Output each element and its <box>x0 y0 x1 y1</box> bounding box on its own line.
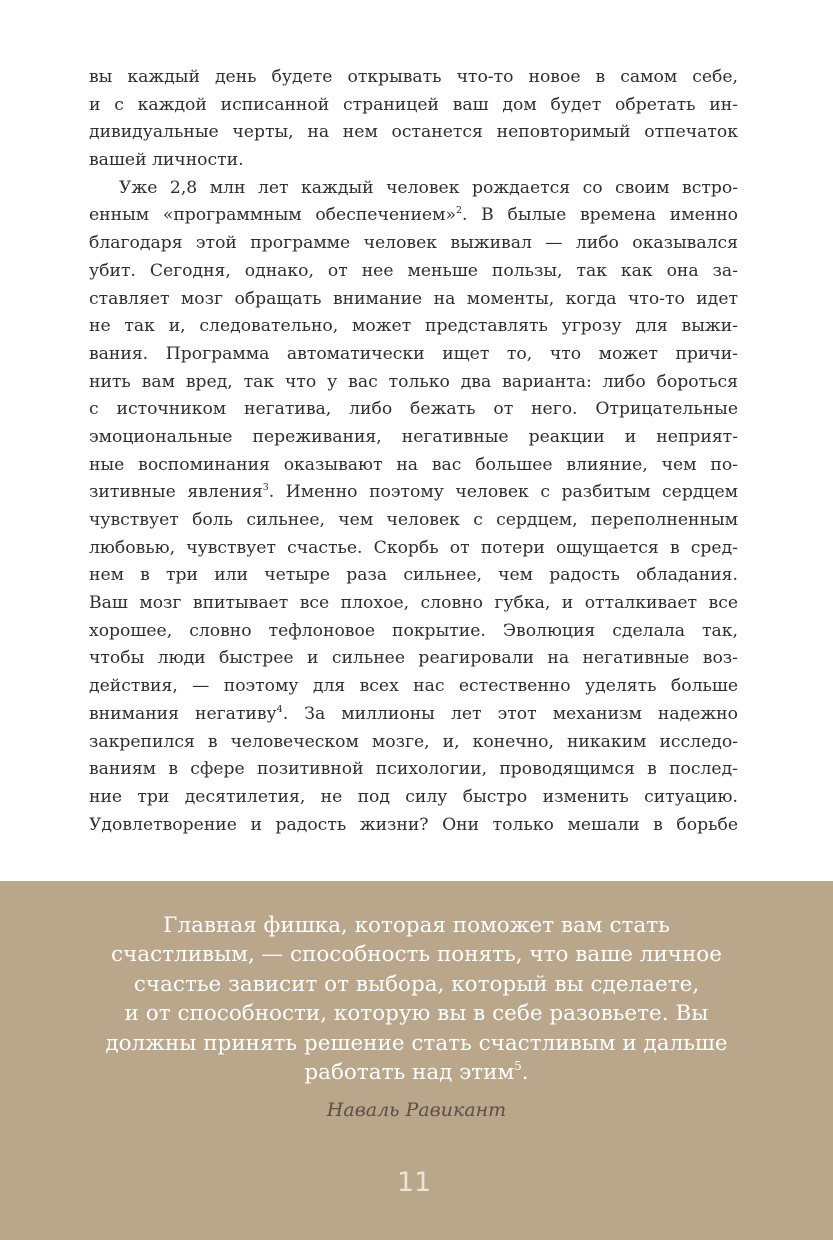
footnote-ref: 2 <box>455 205 462 217</box>
quote-block <box>0 881 833 1240</box>
quote-author: Наваль Равикант <box>326 1099 507 1121</box>
quote-line: должны принять решение стать счастливым и дальше <box>105 1030 728 1056</box>
text-line: и с каждой исписанной страницей ваш дом будет обретать ин- <box>89 94 738 115</box>
text-line: нем в три или четыре раза сильнее, чем радость обладания. <box>89 565 738 586</box>
text-line: дивидуальные черты, на нем останется неповторимый отпечаток <box>89 122 738 143</box>
text-line: не так и, следовательно, может представлять угрозу для выжи- <box>89 316 738 337</box>
quote-period: . <box>521 1060 529 1086</box>
text-line: с источником негатива, либо бежать от него. Отрицательные <box>89 399 738 420</box>
footnote-ref: 5 <box>514 1059 522 1074</box>
quote-line: счастье зависит от выбора, который вы сделаете, <box>133 971 700 997</box>
text-span: зитивные явления <box>89 482 263 503</box>
text-line: нить вам вред, так что у вас только два варианта: либо бороться <box>89 371 738 392</box>
quote-line <box>60 1058 773 1087</box>
quote-text <box>60 911 773 1087</box>
text-line: ставляет мозг обращать внимание на моменты, когда что-то идет <box>89 288 738 309</box>
text-line: вания. Программа автоматически ищет то, что может причи- <box>89 343 738 364</box>
text-line: хорошее, словно тефлоновое покрытие. Эволюция сделала так, <box>89 620 738 641</box>
text-line: эмоциональные переживания, негативные реакции и неприят- <box>89 426 738 447</box>
text-line <box>89 479 738 507</box>
text-line: ные воспоминания оказывают на вас большее влияние, чем по- <box>89 454 738 475</box>
page-number: 11 <box>396 1167 432 1198</box>
text-span: . За миллионы лет этот механизм надежно <box>282 703 738 724</box>
text-line: чтобы люди быстрее и сильнее реагировали на негативные воз- <box>89 648 738 669</box>
text-span: . В былые времена именно <box>461 205 739 226</box>
text-span: внимания негативу <box>89 703 277 724</box>
text-line: Удовлетворение и радость жизни? Они только мешали в борьбе <box>89 814 738 835</box>
quote-line: счастливым, — способность понять, что ваше личное <box>111 942 722 968</box>
text-span: енным «программным обеспечением» <box>89 205 456 226</box>
quote-line: и от способности, которую вы в себе разовьете. Вы <box>124 1001 709 1027</box>
text-line: действия, — поэтому для всех нас естественно уделять больше <box>89 676 738 697</box>
text-line: Ваш мозг впитывает все плохое, словно губка, и отталкивает все <box>89 593 738 614</box>
text-line: любовью, чувствует счастье. Скорбь от потери ощущается в сред- <box>89 537 738 558</box>
text-span: работать над этим <box>304 1060 515 1086</box>
text-line: убит. Сегодня, однако, от нее меньше пользы, так как она за- <box>89 260 738 281</box>
text-span: . Именно поэтому человек с разбитым сердцем <box>268 482 739 503</box>
paragraph-start-line: Уже 2,8 млн лет каждый человек рождается со своим встро- <box>119 177 738 198</box>
text-line: ваниям в сфере позитивной психологии, проводящимся в послед- <box>89 759 738 780</box>
text-line: закрепился в человеческом мозге, и, конечно, никаким исследо- <box>89 731 738 752</box>
body-text <box>89 64 738 839</box>
quote-line: Главная фишка, которая поможет вам стать <box>163 913 670 938</box>
text-line: вы каждый день будете открывать что-то новое в самом себе, <box>89 67 738 87</box>
text-line <box>89 202 738 230</box>
footnote-ref: 3 <box>262 482 269 494</box>
text-line: ние три десятилетия, не под силу быстро изменить ситуацию. <box>89 786 738 807</box>
text-line: вашей личности. <box>89 150 244 171</box>
text-line: чувствует боль сильнее, чем человек с сердцем, переполненным <box>89 510 738 530</box>
text-line <box>89 701 738 729</box>
footnote-ref: 4 <box>276 703 283 715</box>
text-line: благодаря этой программе человек выживал — либо оказывался <box>89 233 738 254</box>
